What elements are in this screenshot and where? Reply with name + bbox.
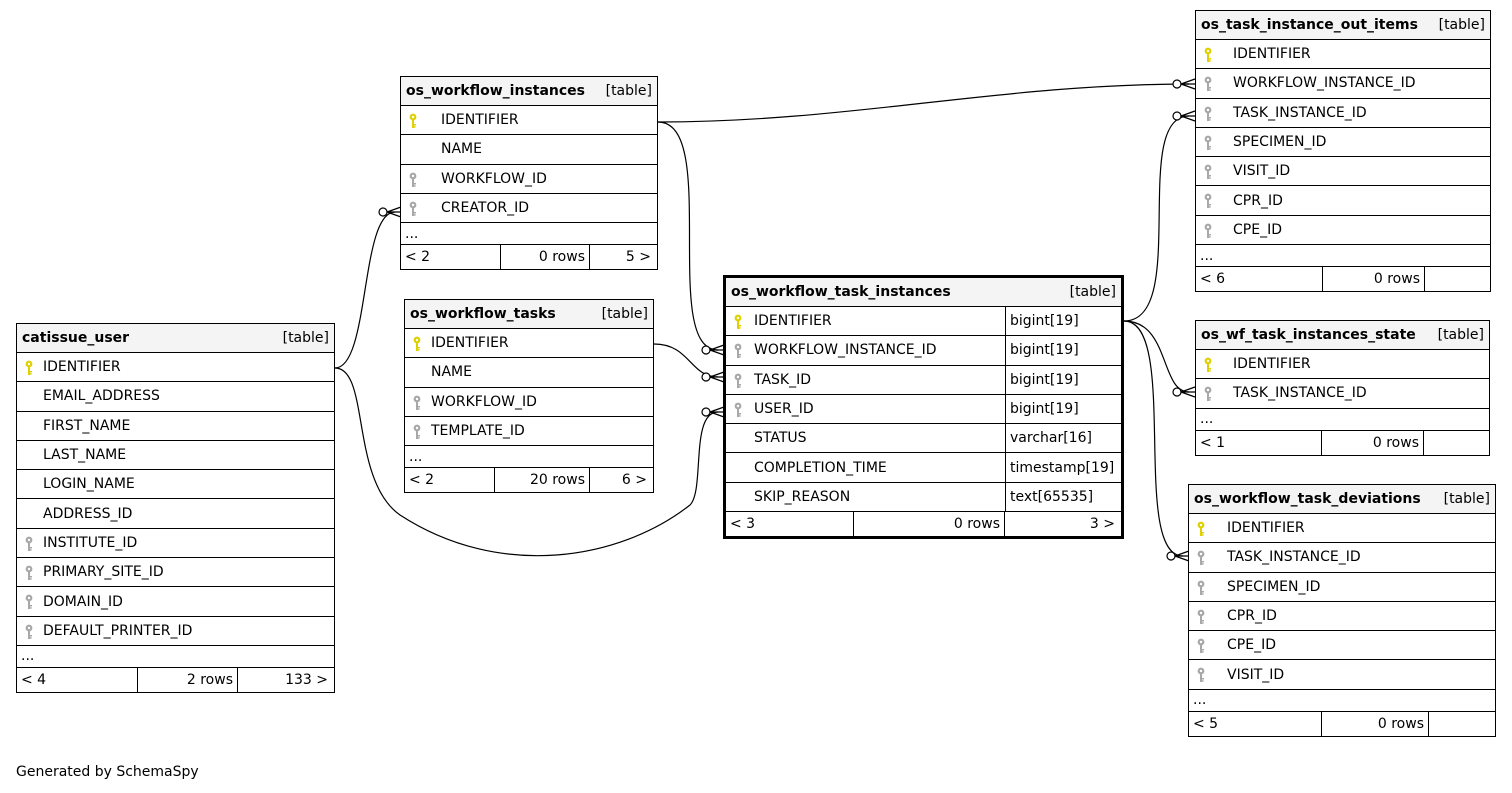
- table-header[interactable]: [1196, 11, 1490, 40]
- column-name: WORKFLOW_INSTANCE_ID: [1233, 75, 1416, 92]
- column-name: TASK_ID: [754, 371, 812, 388]
- column-row[interactable]: [17, 382, 334, 411]
- column-name: CPR_ID: [1227, 608, 1277, 625]
- primary-key-icon: [1203, 47, 1213, 63]
- column-row[interactable]: [1189, 602, 1495, 631]
- parents-count[interactable]: < 6: [1196, 267, 1323, 291]
- parents-count[interactable]: < 5: [1189, 712, 1322, 736]
- crows-foot-marker: [1175, 551, 1189, 561]
- parents-count[interactable]: < 4: [17, 668, 138, 692]
- column-name: NAME: [431, 364, 472, 381]
- foreign-key-icon: [1203, 106, 1213, 122]
- column-row[interactable]: [405, 329, 653, 358]
- relationship-line: [335, 212, 395, 368]
- column-row[interactable]: [1189, 631, 1495, 660]
- foreign-key-icon: [1203, 193, 1213, 209]
- row-count: 20 rows: [495, 468, 590, 492]
- table-name: os_workflow_task_instances: [731, 284, 951, 300]
- table-kind: [table]: [601, 306, 648, 322]
- optional-marker: [1167, 552, 1175, 560]
- column-name: WORKFLOW_ID: [441, 170, 547, 187]
- row-count: 0 rows: [1323, 267, 1425, 291]
- column-type: bigint[19]: [1005, 307, 1121, 335]
- children-count[interactable]: 5 >: [625, 249, 651, 266]
- column-name: NAME: [441, 141, 482, 158]
- table-footer: [1196, 431, 1489, 455]
- table-name: os_task_instance_out_items: [1201, 17, 1418, 33]
- parents-count[interactable]: < 2: [405, 468, 495, 492]
- row-count: 2 rows: [138, 668, 238, 692]
- column-row[interactable]: [405, 388, 653, 417]
- column-row[interactable]: [17, 558, 334, 587]
- column-name: VISIT_ID: [1227, 666, 1285, 683]
- more-columns-ellipsis: ...: [17, 646, 334, 668]
- column-row[interactable]: [401, 194, 657, 223]
- foreign-key-icon: [1196, 667, 1206, 683]
- table-kind: [table]: [1438, 17, 1485, 33]
- foreign-key-icon: [733, 373, 743, 389]
- primary-key-icon: [24, 360, 34, 376]
- foreign-key-icon: [408, 172, 418, 188]
- table-header[interactable]: [17, 324, 334, 353]
- optional-marker: [702, 408, 710, 416]
- more-columns-ellipsis: ...: [1196, 409, 1489, 431]
- foreign-key-icon: [1203, 386, 1213, 402]
- column-row[interactable]: [401, 106, 657, 135]
- table-name: os_workflow_task_deviations: [1194, 491, 1421, 507]
- table-kind: [table]: [605, 83, 652, 99]
- column-row[interactable]: [726, 453, 1121, 482]
- optional-marker: [1173, 80, 1181, 88]
- table-os-workflow-task-instances[interactable]: [723, 275, 1124, 539]
- column-row[interactable]: [405, 358, 653, 387]
- table-header[interactable]: [1196, 321, 1489, 350]
- column-name: VISIT_ID: [1233, 163, 1291, 180]
- column-row[interactable]: [17, 412, 334, 441]
- foreign-key-icon: [24, 594, 34, 610]
- column-name: IDENTIFIER: [43, 359, 121, 376]
- crows-foot-marker: [387, 207, 401, 217]
- parents-count[interactable]: < 3: [726, 512, 854, 536]
- table-footer: [17, 668, 334, 692]
- foreign-key-icon: [1196, 550, 1206, 566]
- column-row[interactable]: [726, 336, 1121, 365]
- column-name: CREATOR_ID: [441, 200, 530, 217]
- column-name: TASK_INSTANCE_ID: [1227, 549, 1361, 566]
- column-row[interactable]: [1196, 128, 1490, 157]
- column-row[interactable]: [17, 587, 334, 616]
- relationship-line: [1124, 116, 1189, 321]
- column-name: IDENTIFIER: [1233, 46, 1311, 63]
- column-row[interactable]: [1196, 186, 1490, 215]
- more-columns-ellipsis: ...: [1189, 690, 1495, 712]
- column-name: IDENTIFIER: [1233, 356, 1311, 373]
- parents-count[interactable]: < 2: [401, 245, 501, 269]
- table-footer: [726, 512, 1121, 536]
- column-name: EMAIL_ADDRESS: [43, 388, 160, 405]
- crows-foot-marker: [1181, 79, 1195, 89]
- relationship-line: [1124, 321, 1189, 392]
- column-row[interactable]: [1196, 69, 1490, 98]
- crows-foot-marker: [1181, 387, 1195, 397]
- table-os-wf-task-instances-state[interactable]: [1195, 320, 1490, 456]
- crows-foot-marker: [710, 372, 724, 382]
- column-row[interactable]: [1196, 157, 1490, 186]
- table-kind: [table]: [1069, 284, 1116, 300]
- column-name: TASK_INSTANCE_ID: [1233, 385, 1367, 402]
- crows-foot-marker: [710, 407, 724, 417]
- column-row[interactable]: [17, 529, 334, 558]
- foreign-key-icon: [412, 395, 422, 411]
- crows-foot-marker: [710, 345, 724, 355]
- column-row[interactable]: [726, 483, 1121, 512]
- table-kind: [table]: [282, 330, 329, 346]
- table-header[interactable]: [401, 77, 657, 106]
- row-count: 0 rows: [854, 512, 1005, 536]
- column-name: SPECIMEN_ID: [1227, 578, 1321, 595]
- column-name: SPECIMEN_ID: [1233, 134, 1327, 151]
- table-name: os_wf_task_instances_state: [1201, 327, 1416, 343]
- table-os-workflow-instances[interactable]: [400, 76, 658, 270]
- table-os-workflow-tasks[interactable]: [404, 299, 654, 493]
- primary-key-icon: [1203, 357, 1213, 373]
- column-row[interactable]: [1189, 543, 1495, 572]
- column-type: bigint[19]: [1005, 395, 1121, 423]
- column-name: PRIMARY_SITE_ID: [43, 564, 164, 581]
- table-header[interactable]: [405, 300, 653, 329]
- column-row[interactable]: [17, 499, 334, 528]
- column-type: bigint[19]: [1005, 366, 1121, 394]
- column-name: ADDRESS_ID: [43, 505, 133, 522]
- optional-marker: [702, 346, 710, 354]
- table-header[interactable]: [726, 278, 1121, 307]
- primary-key-icon: [412, 336, 422, 352]
- column-name: CPR_ID: [1233, 192, 1283, 209]
- foreign-key-icon: [1203, 76, 1213, 92]
- column-row[interactable]: [405, 417, 653, 446]
- column-row[interactable]: [17, 470, 334, 499]
- foreign-key-icon: [1203, 135, 1213, 151]
- column-row[interactable]: [1196, 99, 1490, 128]
- column-type: text[65535]: [1005, 483, 1121, 511]
- column-name: DEFAULT_PRINTER_ID: [43, 622, 193, 639]
- column-name: SKIP_REASON: [754, 488, 851, 505]
- column-name: LOGIN_NAME: [43, 476, 135, 493]
- foreign-key-icon: [1203, 164, 1213, 180]
- primary-key-icon: [1196, 521, 1206, 537]
- optional-marker: [379, 208, 387, 216]
- column-name: DOMAIN_ID: [43, 593, 123, 610]
- column-name: WORKFLOW_INSTANCE_ID: [754, 342, 937, 359]
- table-os-workflow-task-deviations[interactable]: [1188, 484, 1496, 737]
- column-row[interactable]: [401, 135, 657, 164]
- column-name: INSTITUTE_ID: [43, 534, 138, 551]
- column-row[interactable]: [17, 617, 334, 646]
- column-row[interactable]: [1189, 573, 1495, 602]
- column-name: IDENTIFIER: [441, 112, 519, 129]
- column-name: WORKFLOW_ID: [431, 393, 537, 410]
- relationship-line: [1124, 321, 1183, 556]
- table-os-task-instance-out-items[interactable]: [1195, 10, 1491, 292]
- foreign-key-icon: [412, 424, 422, 440]
- table-name: os_workflow_tasks: [410, 306, 556, 322]
- row-count: 0 rows: [1322, 431, 1424, 455]
- foreign-key-icon: [1196, 580, 1206, 596]
- column-name: TEMPLATE_ID: [431, 423, 525, 440]
- primary-key-icon: [408, 113, 418, 129]
- column-row[interactable]: [726, 366, 1121, 395]
- parents-count[interactable]: < 1: [1196, 431, 1322, 455]
- foreign-key-icon: [733, 343, 743, 359]
- column-type: varchar[16]: [1005, 424, 1121, 452]
- children-count[interactable]: 133 >: [285, 671, 328, 688]
- relationship-line: [658, 84, 1189, 122]
- column-row[interactable]: [17, 353, 334, 382]
- row-count: 0 rows: [1322, 712, 1429, 736]
- more-columns-ellipsis: ...: [401, 223, 657, 245]
- column-name: CPE_ID: [1227, 637, 1276, 654]
- optional-marker: [1173, 388, 1181, 396]
- column-name: USER_ID: [754, 401, 814, 418]
- column-row[interactable]: [726, 395, 1121, 424]
- more-columns-ellipsis: ...: [405, 446, 653, 468]
- column-name: STATUS: [754, 430, 807, 447]
- column-row[interactable]: [726, 424, 1121, 453]
- column-name: IDENTIFIER: [431, 335, 509, 352]
- optional-marker: [1173, 112, 1181, 120]
- column-name: COMPLETION_TIME: [754, 459, 887, 476]
- table-kind: [table]: [1437, 327, 1484, 343]
- column-name: IDENTIFIER: [1227, 520, 1305, 537]
- column-name: FIRST_NAME: [43, 417, 131, 434]
- table-header[interactable]: [1189, 485, 1495, 514]
- column-name: TASK_INSTANCE_ID: [1233, 104, 1367, 121]
- table-name: catissue_user: [22, 330, 130, 346]
- optional-marker: [702, 373, 710, 381]
- children-count[interactable]: [1425, 267, 1490, 291]
- table-footer: [1189, 712, 1495, 736]
- row-count: 0 rows: [501, 245, 590, 269]
- foreign-key-icon: [1196, 609, 1206, 625]
- table-footer: [1196, 267, 1490, 291]
- foreign-key-icon: [24, 624, 34, 640]
- column-type: timestamp[19]: [1005, 453, 1121, 481]
- foreign-key-icon: [24, 536, 34, 552]
- column-row[interactable]: [17, 441, 334, 470]
- column-type: bigint[19]: [1005, 336, 1121, 364]
- column-name: CPE_ID: [1233, 221, 1282, 238]
- column-name: IDENTIFIER: [754, 313, 832, 330]
- primary-key-icon: [733, 314, 743, 330]
- column-row[interactable]: [726, 307, 1121, 336]
- generated-by-footer: Generated by SchemaSpy: [16, 764, 199, 780]
- foreign-key-icon: [1196, 638, 1206, 654]
- children-count[interactable]: 6 >: [621, 472, 647, 489]
- more-columns-ellipsis: ...: [1196, 245, 1490, 267]
- column-row[interactable]: [401, 165, 657, 194]
- column-name: LAST_NAME: [43, 447, 127, 464]
- column-row[interactable]: [1189, 660, 1495, 689]
- foreign-key-icon: [733, 402, 743, 418]
- relationship-line: [658, 122, 718, 350]
- children-count[interactable]: [1429, 712, 1495, 736]
- foreign-key-icon: [408, 201, 418, 217]
- foreign-key-icon: [1203, 223, 1213, 239]
- children-count[interactable]: 3 >: [1089, 516, 1115, 533]
- table-footer: [405, 468, 653, 492]
- crows-foot-marker: [1181, 111, 1195, 121]
- column-row[interactable]: [1196, 216, 1490, 245]
- table-kind: [table]: [1443, 491, 1490, 507]
- column-row[interactable]: [1196, 379, 1489, 408]
- table-footer: [401, 245, 657, 269]
- children-count[interactable]: [1424, 431, 1489, 455]
- column-row[interactable]: [1196, 40, 1490, 69]
- column-row[interactable]: [1189, 514, 1495, 543]
- table-name: os_workflow_instances: [406, 83, 585, 99]
- table-catissue-user[interactable]: [16, 323, 335, 693]
- column-row[interactable]: [1196, 350, 1489, 379]
- foreign-key-icon: [24, 565, 34, 581]
